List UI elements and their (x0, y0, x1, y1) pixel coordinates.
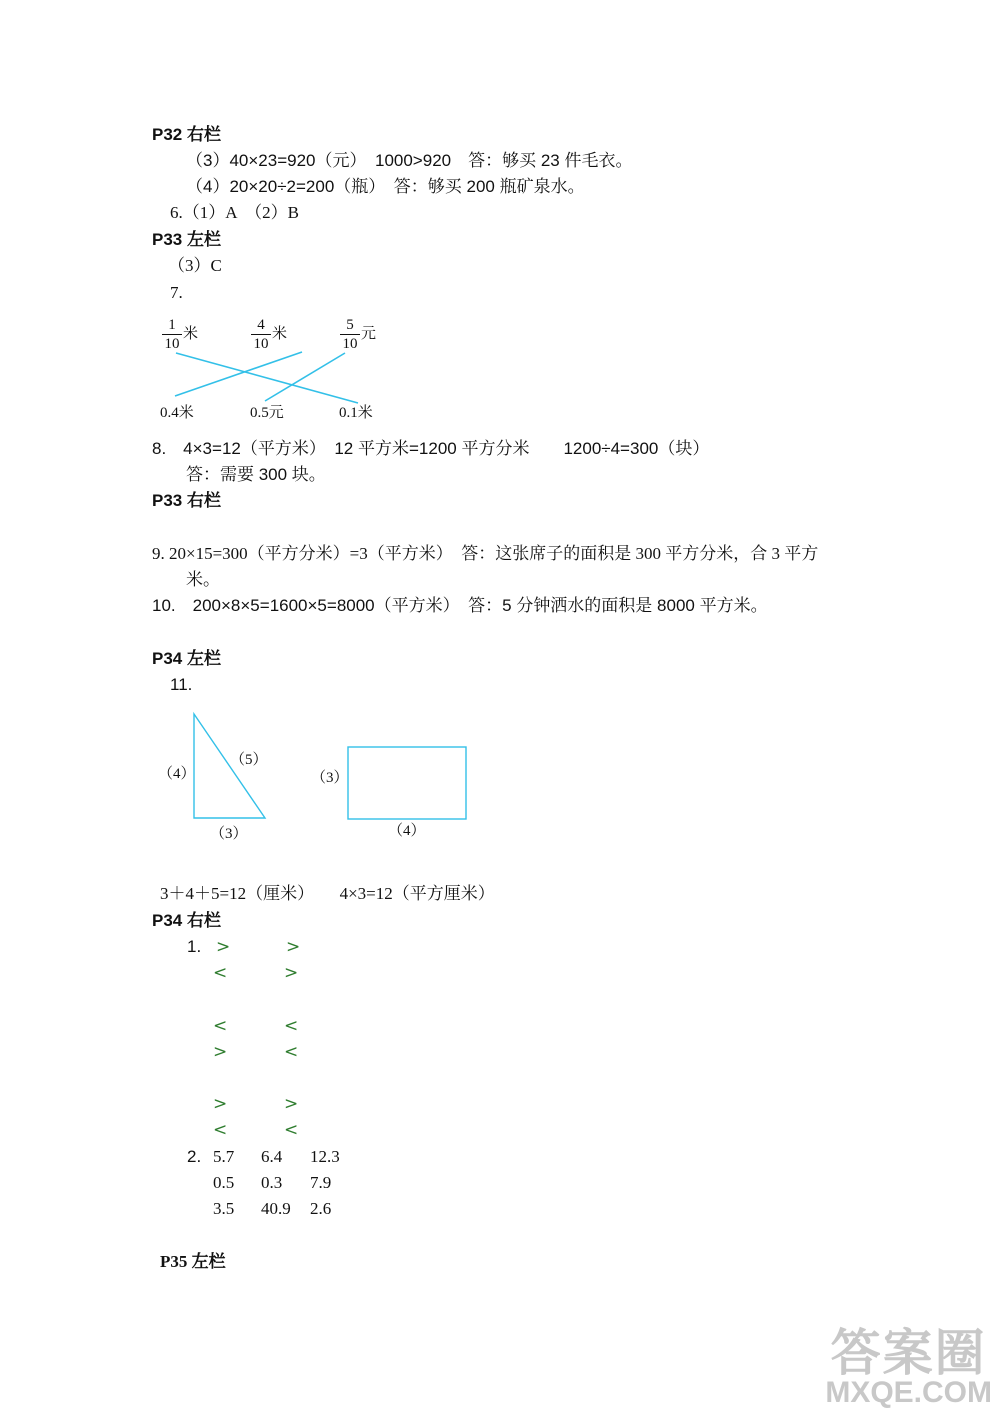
bottom-label-2: 0.5元 (250, 405, 284, 421)
watermark-url: MXQE.COM (825, 1376, 992, 1409)
table-cell-r2c3: 7.9 (310, 1173, 332, 1192)
bottom-label-1: 0.4米 (160, 405, 194, 421)
bottom-label-3: 0.1米 (339, 405, 373, 421)
watermark-logo (825, 1325, 992, 1409)
fraction-unit-1: 米 (183, 326, 199, 342)
table-cell-r1c3: 12.3 (310, 1147, 340, 1166)
question-number-1: 1. (187, 937, 202, 956)
question-number-2: 2. (187, 1147, 202, 1166)
fraction-4-10: 4 10 (251, 317, 271, 352)
section-heading-p33-right: P33 右栏 (152, 491, 221, 510)
answer-line-q8-ans: 答：需要 300 块。 (186, 465, 326, 484)
table-cell-r2c2: 0.3 (261, 1173, 283, 1192)
compare-symbol-r3c2: < (284, 1016, 299, 1036)
compare-symbol-r6c2: < (284, 1120, 299, 1140)
section-heading-p34-right: P34 右栏 (152, 911, 221, 930)
answer-line-q9: 9. 20×15=300（平方分米）=3（平方米） 答：这张席子的面积是 300 平方分米，合 3 平方 (152, 544, 819, 563)
question-number-7: 7. (170, 283, 183, 302)
answer-line-p32-4: （4）20×20÷2=200（瓶） 答：够买 200 瓶矿泉水。 (186, 177, 585, 196)
answer-line-q3c: （3）C (168, 256, 222, 275)
compare-symbol-r5c2: > (284, 1094, 299, 1114)
compare-symbol-r5c1: > (213, 1094, 228, 1114)
section-heading-p33-left: P33 左栏 (152, 230, 221, 249)
answer-line-q10: 10. 200×8×5=1600×5=8000（平方米） 答：5 分钟洒水的面积是 8000 平方米。 (152, 596, 768, 615)
compare-symbol-r1c1: > (216, 937, 231, 957)
answer-line-perimeter-area: 3＋4＋5=12（厘米） 4×3=12（平方厘米） (160, 884, 495, 903)
rect-label-left: （3） (311, 770, 349, 786)
compare-symbol-r2c1: < (213, 963, 228, 983)
triangle-label-left: （4） (158, 766, 196, 782)
triangle-label-bottom: （3） (210, 826, 248, 842)
table-cell-r3c1: 3.5 (213, 1199, 235, 1218)
compare-symbol-r4c2: < (284, 1042, 299, 1062)
compare-symbol-r4c1: > (213, 1042, 228, 1062)
triangle-label-hyp: （5） (230, 752, 268, 768)
table-cell-r1c2: 6.4 (261, 1147, 283, 1166)
section-heading-p35-left: P35 左栏 (160, 1252, 226, 1271)
answer-line-p32-3: （3）40×23=920（元） 1000>920 答：够买 23 件毛衣。 (186, 151, 633, 170)
fraction-1-10: 1 10 (162, 317, 182, 352)
fraction-unit-3: 元 (361, 326, 377, 342)
section-heading-p34-left: P34 左栏 (152, 649, 221, 668)
section-heading-p32-right: P32 右栏 (152, 125, 221, 144)
table-cell-r2c1: 0.5 (213, 1173, 235, 1192)
fraction-5-10: 5 10 (340, 317, 360, 352)
rect-label-bottom: （4） (388, 823, 426, 839)
compare-symbol-r1c2: > (286, 937, 301, 957)
fraction-unit-2: 米 (272, 326, 288, 342)
answer-line-q8: 8. 4×3=12（平方米） 12 平方米=1200 平方分米 1200÷4=300（块） (152, 439, 710, 458)
answer-line-q6: 6.（1）A （2）B (170, 203, 299, 222)
table-cell-r3c3: 2.6 (310, 1199, 332, 1218)
compare-symbol-r2c2: > (284, 963, 299, 983)
answer-line-q9-cont: 米。 (186, 570, 220, 589)
compare-symbol-r3c1: < (213, 1016, 228, 1036)
watermark-text: 答案圈 (830, 1325, 987, 1381)
question-number-11: 11. (170, 675, 193, 694)
table-cell-r3c2: 40.9 (261, 1199, 291, 1218)
compare-symbol-r6c1: < (213, 1120, 228, 1140)
table-cell-r1c1: 5.7 (213, 1147, 235, 1166)
